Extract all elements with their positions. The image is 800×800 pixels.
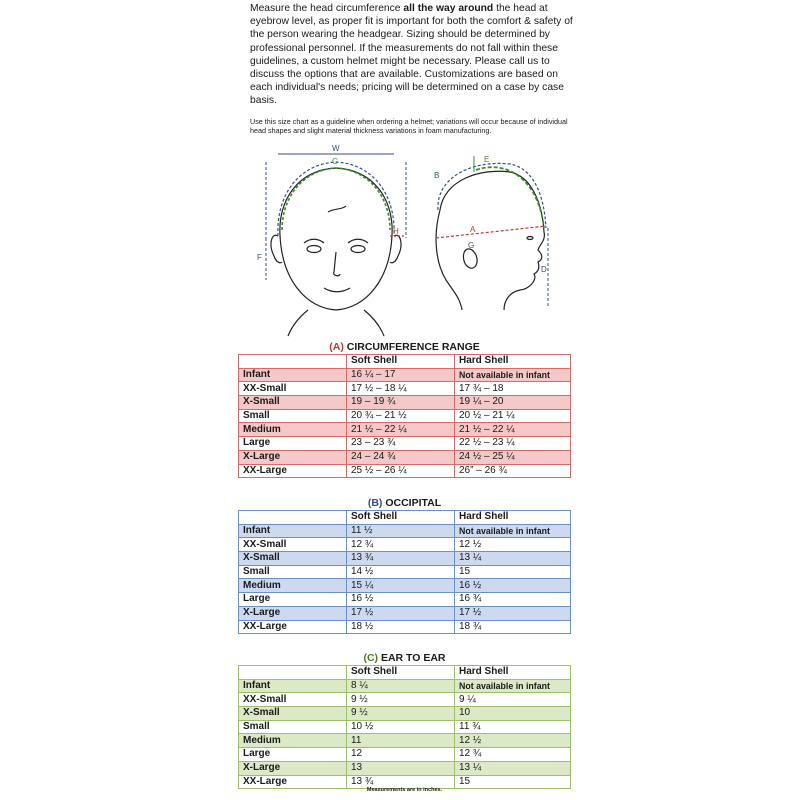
table-row (239, 693, 571, 707)
header-soft: Soft Shell (347, 355, 455, 369)
section-letter: (A) (329, 341, 344, 353)
header-hard: Hard Shell (455, 666, 571, 680)
section-letter: (B) (367, 497, 383, 509)
header-soft: Soft Shell (347, 511, 455, 525)
occipital-title (238, 496, 571, 510)
size-label: X-Small (239, 396, 347, 410)
size-label: X-Large (239, 450, 347, 464)
size-label: Small (239, 720, 347, 734)
front-w-arc (278, 162, 394, 236)
size-label: Large (239, 748, 347, 762)
label-a: A (470, 225, 476, 234)
table-row (239, 707, 571, 721)
hard-value: 9 ¼ (455, 693, 571, 707)
soft-value: 11 ½ (347, 524, 455, 538)
soft-value: 20 ¾ – 21 ½ (347, 409, 455, 423)
size-label: Infant (239, 679, 347, 693)
table-row (239, 423, 571, 437)
soft-value: 19 – 19 ¾ (347, 396, 455, 410)
hard-value: 13 ¼ (455, 761, 571, 775)
soft-value: 9 ½ (347, 707, 455, 721)
label-b: B (434, 171, 440, 180)
table-row (239, 620, 571, 634)
label-c: C (332, 157, 338, 166)
size-label: X-Small (239, 552, 347, 566)
soft-value: 9 ½ (347, 693, 455, 707)
table-row (239, 748, 571, 762)
size-label: Small (239, 409, 347, 423)
size-label: XX-Large (239, 775, 347, 789)
table-row (239, 368, 571, 382)
size-label: XX-Large (239, 620, 347, 634)
label-w: W (332, 144, 340, 153)
hard-value: 24 ½ – 25 ¼ (455, 450, 571, 464)
section-title-text: OCCIPITAL (385, 497, 442, 509)
hard-value: 11 ¾ (455, 720, 571, 734)
soft-value: 14 ½ (347, 565, 455, 579)
soft-value: 16 ¼ – 17 (347, 368, 455, 382)
table-header-row (239, 666, 571, 680)
table-row (239, 720, 571, 734)
section-title-text: CIRCUMFERENCE RANGE (346, 341, 480, 353)
occipital-table (238, 510, 571, 634)
soft-value: 11 (347, 734, 455, 748)
circumference-section (238, 340, 571, 478)
hard-value: 12 ½ (455, 538, 571, 552)
hard-value: 18 ¾ (455, 620, 571, 634)
label-d: D (541, 265, 547, 274)
soft-value: 17 ½ – 18 ¼ (347, 382, 455, 396)
soft-value: 17 ½ (347, 606, 455, 620)
soft-value: 8 ¼ (347, 679, 455, 693)
head-measurement-diagram (248, 140, 558, 340)
guideline-note: Use this size chart as a guideline when ordering a helmet; variations will occur because of individual head shapes and slight material thickness variations in foam manufacturing. (250, 117, 568, 135)
table-row (239, 538, 571, 552)
front-view-head (271, 168, 401, 336)
table-row (239, 396, 571, 410)
label-f: F (257, 253, 262, 262)
hard-value: 10 (455, 707, 571, 721)
size-label: Medium (239, 579, 347, 593)
size-label: X-Large (239, 606, 347, 620)
header-soft: Soft Shell (347, 666, 455, 680)
size-label: X-Large (239, 761, 347, 775)
hard-value: Not available in infant (455, 524, 571, 538)
table-row (239, 450, 571, 464)
size-label: XX-Small (239, 382, 347, 396)
hard-value: 13 ¼ (455, 552, 571, 566)
size-label: Medium (239, 423, 347, 437)
table-row (239, 552, 571, 566)
header-size (239, 355, 347, 369)
table-row (239, 524, 571, 538)
soft-value: 24 – 24 ¾ (347, 450, 455, 464)
soft-value: 16 ½ (347, 593, 455, 607)
table-row (239, 382, 571, 396)
soft-value: 10 ½ (347, 720, 455, 734)
table-header-row (239, 511, 571, 525)
table-row (239, 565, 571, 579)
measurement-units-note: Measurements are in inches. (366, 787, 443, 793)
table-row (239, 437, 571, 451)
hard-value: 15 (455, 565, 571, 579)
hard-value: 20 ½ – 21 ¼ (455, 409, 571, 423)
ear-to-ear-table (238, 665, 571, 789)
hard-value: 12 ¾ (455, 748, 571, 762)
hard-value: 17 ¾ – 18 (455, 382, 571, 396)
hard-value: 19 ¼ – 20 (455, 396, 571, 410)
circumference-table (238, 354, 571, 478)
soft-value: 25 ½ – 26 ¼ (347, 464, 455, 478)
table-row (239, 606, 571, 620)
hard-value: 16 ¾ (455, 593, 571, 607)
ear-to-ear-section (238, 651, 571, 789)
occipital-section (238, 496, 571, 634)
side-e-arc (476, 167, 544, 228)
soft-value: 12 (347, 748, 455, 762)
soft-value: 15 ¼ (347, 579, 455, 593)
label-e: E (484, 155, 490, 164)
size-label: Medium (239, 734, 347, 748)
size-label: Small (239, 565, 347, 579)
header-hard: Hard Shell (455, 355, 571, 369)
soft-value: 13 (347, 761, 455, 775)
circumference-title (238, 340, 571, 354)
hard-value: 15 (455, 775, 571, 789)
side-view-head (436, 171, 544, 310)
intro-part2: the head at eyebrow level, as proper fit is important for both the comfort & safety of the person wearing the headgear. Sizing should be determined by professional personnel. If the measurements do not fall within these guidelines, a custom helmet might be necessary. Please call us to discuss the options that are available. Customizations are based on each individual's needs; pricing will be determined on a case by case basis. (250, 3, 573, 107)
label-g: G (468, 241, 475, 250)
table-row (239, 593, 571, 607)
size-label: Infant (239, 524, 347, 538)
hard-value: 22 ½ – 23 ¼ (455, 437, 571, 451)
size-label: XX-Small (239, 538, 347, 552)
label-h: H (393, 227, 399, 236)
soft-value: 13 ¾ (347, 775, 455, 789)
soft-value: 13 ¾ (347, 552, 455, 566)
header-size (239, 511, 347, 525)
soft-value: 12 ¾ (347, 538, 455, 552)
hard-value: 12 ½ (455, 734, 571, 748)
head-diagram-svg (248, 140, 558, 340)
section-title-text: EAR TO EAR (380, 652, 446, 664)
side-b-arc (438, 163, 546, 228)
size-label: Large (239, 437, 347, 451)
hard-value: 21 ½ – 22 ¼ (455, 423, 571, 437)
soft-value: 18 ½ (347, 620, 455, 634)
table-header-row (239, 355, 571, 369)
hard-value: 16 ½ (455, 579, 571, 593)
size-label: Infant (239, 368, 347, 382)
hard-value: 26” – 26 ¾ (455, 464, 571, 478)
size-label: XX-Large (239, 464, 347, 478)
hard-value: Not available in infant (455, 368, 571, 382)
table-row (239, 734, 571, 748)
header-size (239, 666, 347, 680)
table-row (239, 679, 571, 693)
size-label: X-Small (239, 707, 347, 721)
soft-value: 23 – 23 ¾ (347, 437, 455, 451)
intro-part1: Measure the head circumference (250, 3, 404, 14)
table-row (239, 761, 571, 775)
table-row (239, 579, 571, 593)
table-row (239, 464, 571, 478)
hard-value: Not available in infant (455, 679, 571, 693)
header-hard: Hard Shell (455, 511, 571, 525)
size-label: XX-Small (239, 693, 347, 707)
soft-value: 21 ½ – 22 ¼ (347, 423, 455, 437)
intro-bold: all the way around (403, 3, 494, 14)
size-label: Large (239, 593, 347, 607)
table-row (239, 409, 571, 423)
intro-text (250, 2, 580, 108)
ear-to-ear-title (238, 651, 571, 665)
section-letter: (C) (363, 652, 379, 664)
hard-value: 17 ½ (455, 606, 571, 620)
